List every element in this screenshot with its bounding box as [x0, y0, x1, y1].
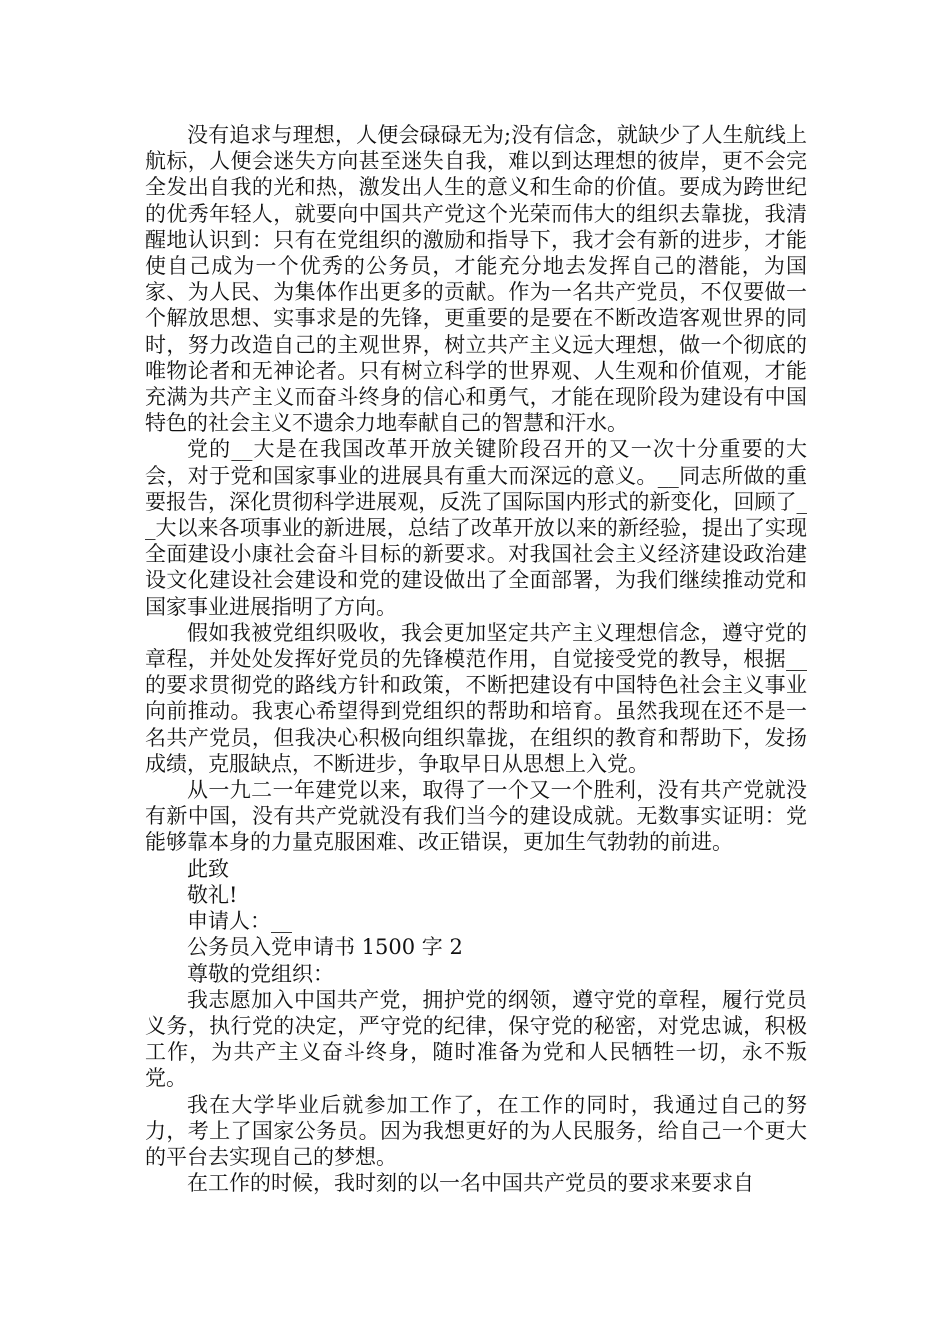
closing-line-2: 敬礼! — [187, 882, 238, 907]
paragraph-5: 我志愿加入中国共产党，拥护党的纲领，遵守党的章程，履行党员义务，执行党的决定，严守党的纪律，保守党的秘密，对党忠诚，积极工作，为共产主义奋斗终身，随时准备为党和人民牺牲一切，永不叛党。 — [145, 987, 807, 1091]
salutation: 尊敬的党组织： — [187, 961, 334, 986]
paragraph-4: 从一九二一年建党以来，取得了一个又一个胜利，没有共产党就没有新中国，没有共产党就没有我们当今的建设成就。无数事实证明：党能够靠本身的力量克服困难、改正错误，更加生气勃勃的前进。 — [145, 778, 807, 855]
paragraph-7: 在工作的时候，我时刻的以一名中国共产党员的要求来要求自 — [187, 1171, 754, 1196]
paragraph-3: 假如我被党组织吸收，我会更加坚定共产主义理想信念，遵守党的章程，并处处发挥好党员的先锋模范作用，自觉接受党的教导，根据__的要求贯彻党的路线方针和政策，不断把建设有中国特色社会主义事业向前推动。我衷心希望得到党组织的帮助和培育。虽然我现在还不是一名共产党员，但我决心积极向组织靠拢，在组织的教育和帮助下，发扬成绩，克服缺点，不断进步，争取早日从思想上入党。 — [145, 620, 807, 776]
paragraph-6: 我在大学毕业后就参加工作了，在工作的同时，我通过自己的努力，考上了国家公务员。因为我想更好的为人民服务，给自己一个更大的平台去实现自己的梦想。 — [145, 1092, 807, 1169]
paragraph-2: 党的__大是在我国改革开放关键阶段召开的又一次十分重要的大会，对于党和国家事业的进展具有重大而深远的意义。__同志所做的重要报告，深化贯彻科学进展观，反洗了国际国内形式的新变化，回顾了__大以来各项事业的新进展，总结了改革开放以来的新经验，提出了实现全面建设小康社会奋斗目标的新要求。对我国社会主义经济建设政治建设文化建设社会建设和党的建设做出了全面部署，为我们继续推动党和国家事业进展指明了方向。 — [145, 437, 807, 619]
paragraph-1: 没有追求与理想，人便会碌碌无为;没有信念，就缺少了人生航线上航标，人便会迷失方向甚至迷失自我，难以到达理想的彼岸，更不会完全发出自我的光和热，激发出人生的意义和生命的价值。要成为跨世纪的优秀年轻人，就要向中国共产党这个光荣而伟大的组织去靠拢，我清醒地认识到：只有在党组织的激励和指导下，我才会有新的进步，才能使自己成为一个优秀的公务员，才能充分地去发挥自己的潜能，为国家、为人民、为集体作出更多的贡献。作为一名共产党员，不仅要做一个解放思想、实事求是的先锋，更重要的是要在不断改造客观世界的同时，努力改造自己的主观世界，树立共产主义远大理想，做一个彻底的唯物论者和无神论者。只有树立科学的世界观、人生观和价值观，才能充满为共产主义而奋斗终身的信心和勇气，才能在现阶段为建设有中国特色的社会主义不遗余力地奉献自己的智慧和汗水。 — [145, 123, 807, 436]
section-title: 公务员入党申请书 1500 字 2 — [187, 935, 463, 960]
applicant-line: 申请人：__ — [187, 909, 292, 934]
document-page — [145, 122, 807, 1196]
closing-line-1: 此致 — [187, 856, 229, 881]
